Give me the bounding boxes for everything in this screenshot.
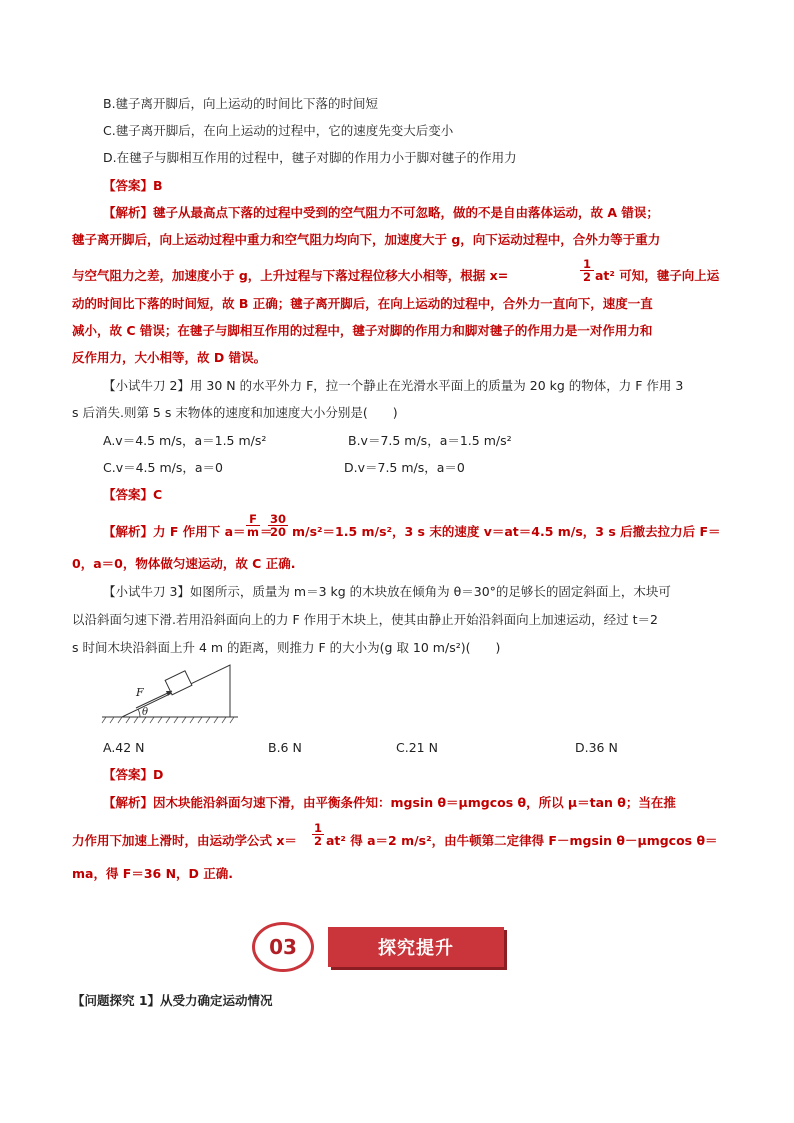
analysis-2-fraction-numbers xyxy=(268,513,288,538)
analysis-1-line-5: 减小，故 C 错误；在毽子与脚相互作用的过程中，毽子对脚的作用力和脚对毽子的作用力是一对作用力和 xyxy=(72,323,653,338)
analysis-1-line-1: 【解析】毽子从最高点下落的过程中受到的空气阻力不可忽略，做的不是自由落体运动，故 A 错误； xyxy=(103,205,659,220)
angle-label: θ xyxy=(142,707,149,718)
analysis-1-line-3b: at² 可知，毽子向上运 xyxy=(595,268,720,283)
fraction-numerator: 1 xyxy=(582,257,591,271)
ground-hatching xyxy=(102,717,238,723)
analysis-3-line-2b: at² 得 a＝2 m/s²，由牛顿第二定律得 F－mgsin θ－μmgcos θ＝ xyxy=(326,833,718,848)
section-number-circle xyxy=(252,922,314,972)
analysis-1-fraction xyxy=(580,258,594,283)
section-badge xyxy=(252,922,512,972)
analysis-1-line-3a: 与空气阻力之差，加速度小于 g，上升过程与下落过程位移大小相等，根据 x= xyxy=(72,268,509,283)
incline-figure xyxy=(100,660,240,726)
q2-option-c: C.v＝4.5 m/s，a＝0 xyxy=(103,460,223,475)
analysis-2-fraction-fm xyxy=(246,513,260,538)
fraction-denominator: 2 xyxy=(580,270,594,283)
fraction-denominator: 20 xyxy=(269,525,286,539)
analysis-1-line-6: 反作用力，大小相等，故 D 错误。 xyxy=(72,350,267,365)
option-b: B.毽子离开脚后，向上运动的时间比下落的时间短 xyxy=(103,96,379,111)
inquiry-heading: 【问题探究 1】从受力确定运动情况 xyxy=(72,993,273,1008)
q3-line-3: s 时间木块沿斜面上升 4 m 的距离，则推力 F 的大小为(g 取 10 m/s²)( ) xyxy=(72,640,501,655)
q2-option-b: B.v＝7.5 m/s，a＝1.5 m/s² xyxy=(348,433,512,448)
q3-option-c: C.21 N xyxy=(396,740,438,755)
answer-label-2: 【答案】C xyxy=(103,487,163,502)
q3-line-1: 【小试牛刀 3】如图所示，质量为 m＝3 kg 的木块放在倾角为 θ＝30°的足够长的固定斜面上，木块可 xyxy=(103,584,671,599)
fraction-denominator: 2 xyxy=(313,834,322,848)
analysis-1-line-2: 毽子离开脚后，向上运动过程中重力和空气阻力均向下，加速度大于 g，向下运动过程中，合外力等于重力 xyxy=(72,232,661,247)
analysis-2-line-1a: 【解析】力 F 作用下 a＝ xyxy=(103,524,246,539)
fraction-denominator: m xyxy=(247,525,259,539)
q3-option-d: D.36 N xyxy=(575,740,618,755)
fraction-numerator: 1 xyxy=(313,821,322,835)
analysis-1-line-4: 动的时间比下落的时间短，故 B 正确；毽子离开脚后，在向上运动的过程中，合外力一直向下，速度一直 xyxy=(72,296,653,311)
q2-option-a: A.v＝4.5 m/s，a＝1.5 m/s² xyxy=(103,433,267,448)
option-d: D.在毽子与脚相互作用的过程中，毽子对脚的作用力小于脚对毽子的作用力 xyxy=(103,150,517,165)
fraction-numerator: F xyxy=(249,512,257,526)
answer-label-1: 【答案】B xyxy=(103,178,163,193)
analysis-2-line-2: 0，a＝0，物体做匀速运动，故 C 正确. xyxy=(72,556,296,571)
analysis-2-equals: ＝ xyxy=(260,524,273,539)
q2-line-2: s 后消失.则第 5 s 末物体的速度和加速度大小分别是( ) xyxy=(72,405,398,420)
section-title-box xyxy=(328,927,504,967)
analysis-3-fraction xyxy=(312,822,324,847)
section-number: 03 xyxy=(269,935,297,959)
q2-line-1: 【小试牛刀 2】用 30 N 的水平外力 F，拉一个静止在光滑水平面上的质量为 20 kg 的物体，力 F 作用 3 xyxy=(103,378,684,393)
analysis-3-line-1: 【解析】因木块能沿斜面匀速下滑，由平衡条件知：mgsin θ＝μmgcos θ，所以 μ＝tan θ；当在推 xyxy=(103,795,676,810)
analysis-3-line-2a: 力作用下加速上滑时，由运动学公式 x＝ xyxy=(72,833,297,848)
force-label: F xyxy=(136,686,144,699)
fraction-numerator: 30 xyxy=(269,512,286,526)
answer-label-3: 【答案】D xyxy=(103,767,164,782)
q3-option-a: A.42 N xyxy=(103,740,145,755)
q3-option-b: B.6 N xyxy=(268,740,302,755)
q3-line-2: 以沿斜面匀速下滑.若用沿斜面向上的力 F 作用于木块上，使其由静止开始沿斜面向上加速运动，经过 t＝2 xyxy=(72,612,658,627)
option-c: C.毽子离开脚后，在向上运动的过程中，它的速度先变大后变小 xyxy=(103,123,454,138)
analysis-3-line-3: ma，得 F＝36 N，D 正确. xyxy=(72,866,234,881)
analysis-2-line-1b: m/s²＝1.5 m/s²，3 s 末的速度 v＝at＝4.5 m/s，3 s 后撤去拉力后 F＝ xyxy=(292,524,721,539)
section-title: 探究提升 xyxy=(378,938,454,959)
q2-option-d: D.v＝7.5 m/s，a＝0 xyxy=(344,460,465,475)
